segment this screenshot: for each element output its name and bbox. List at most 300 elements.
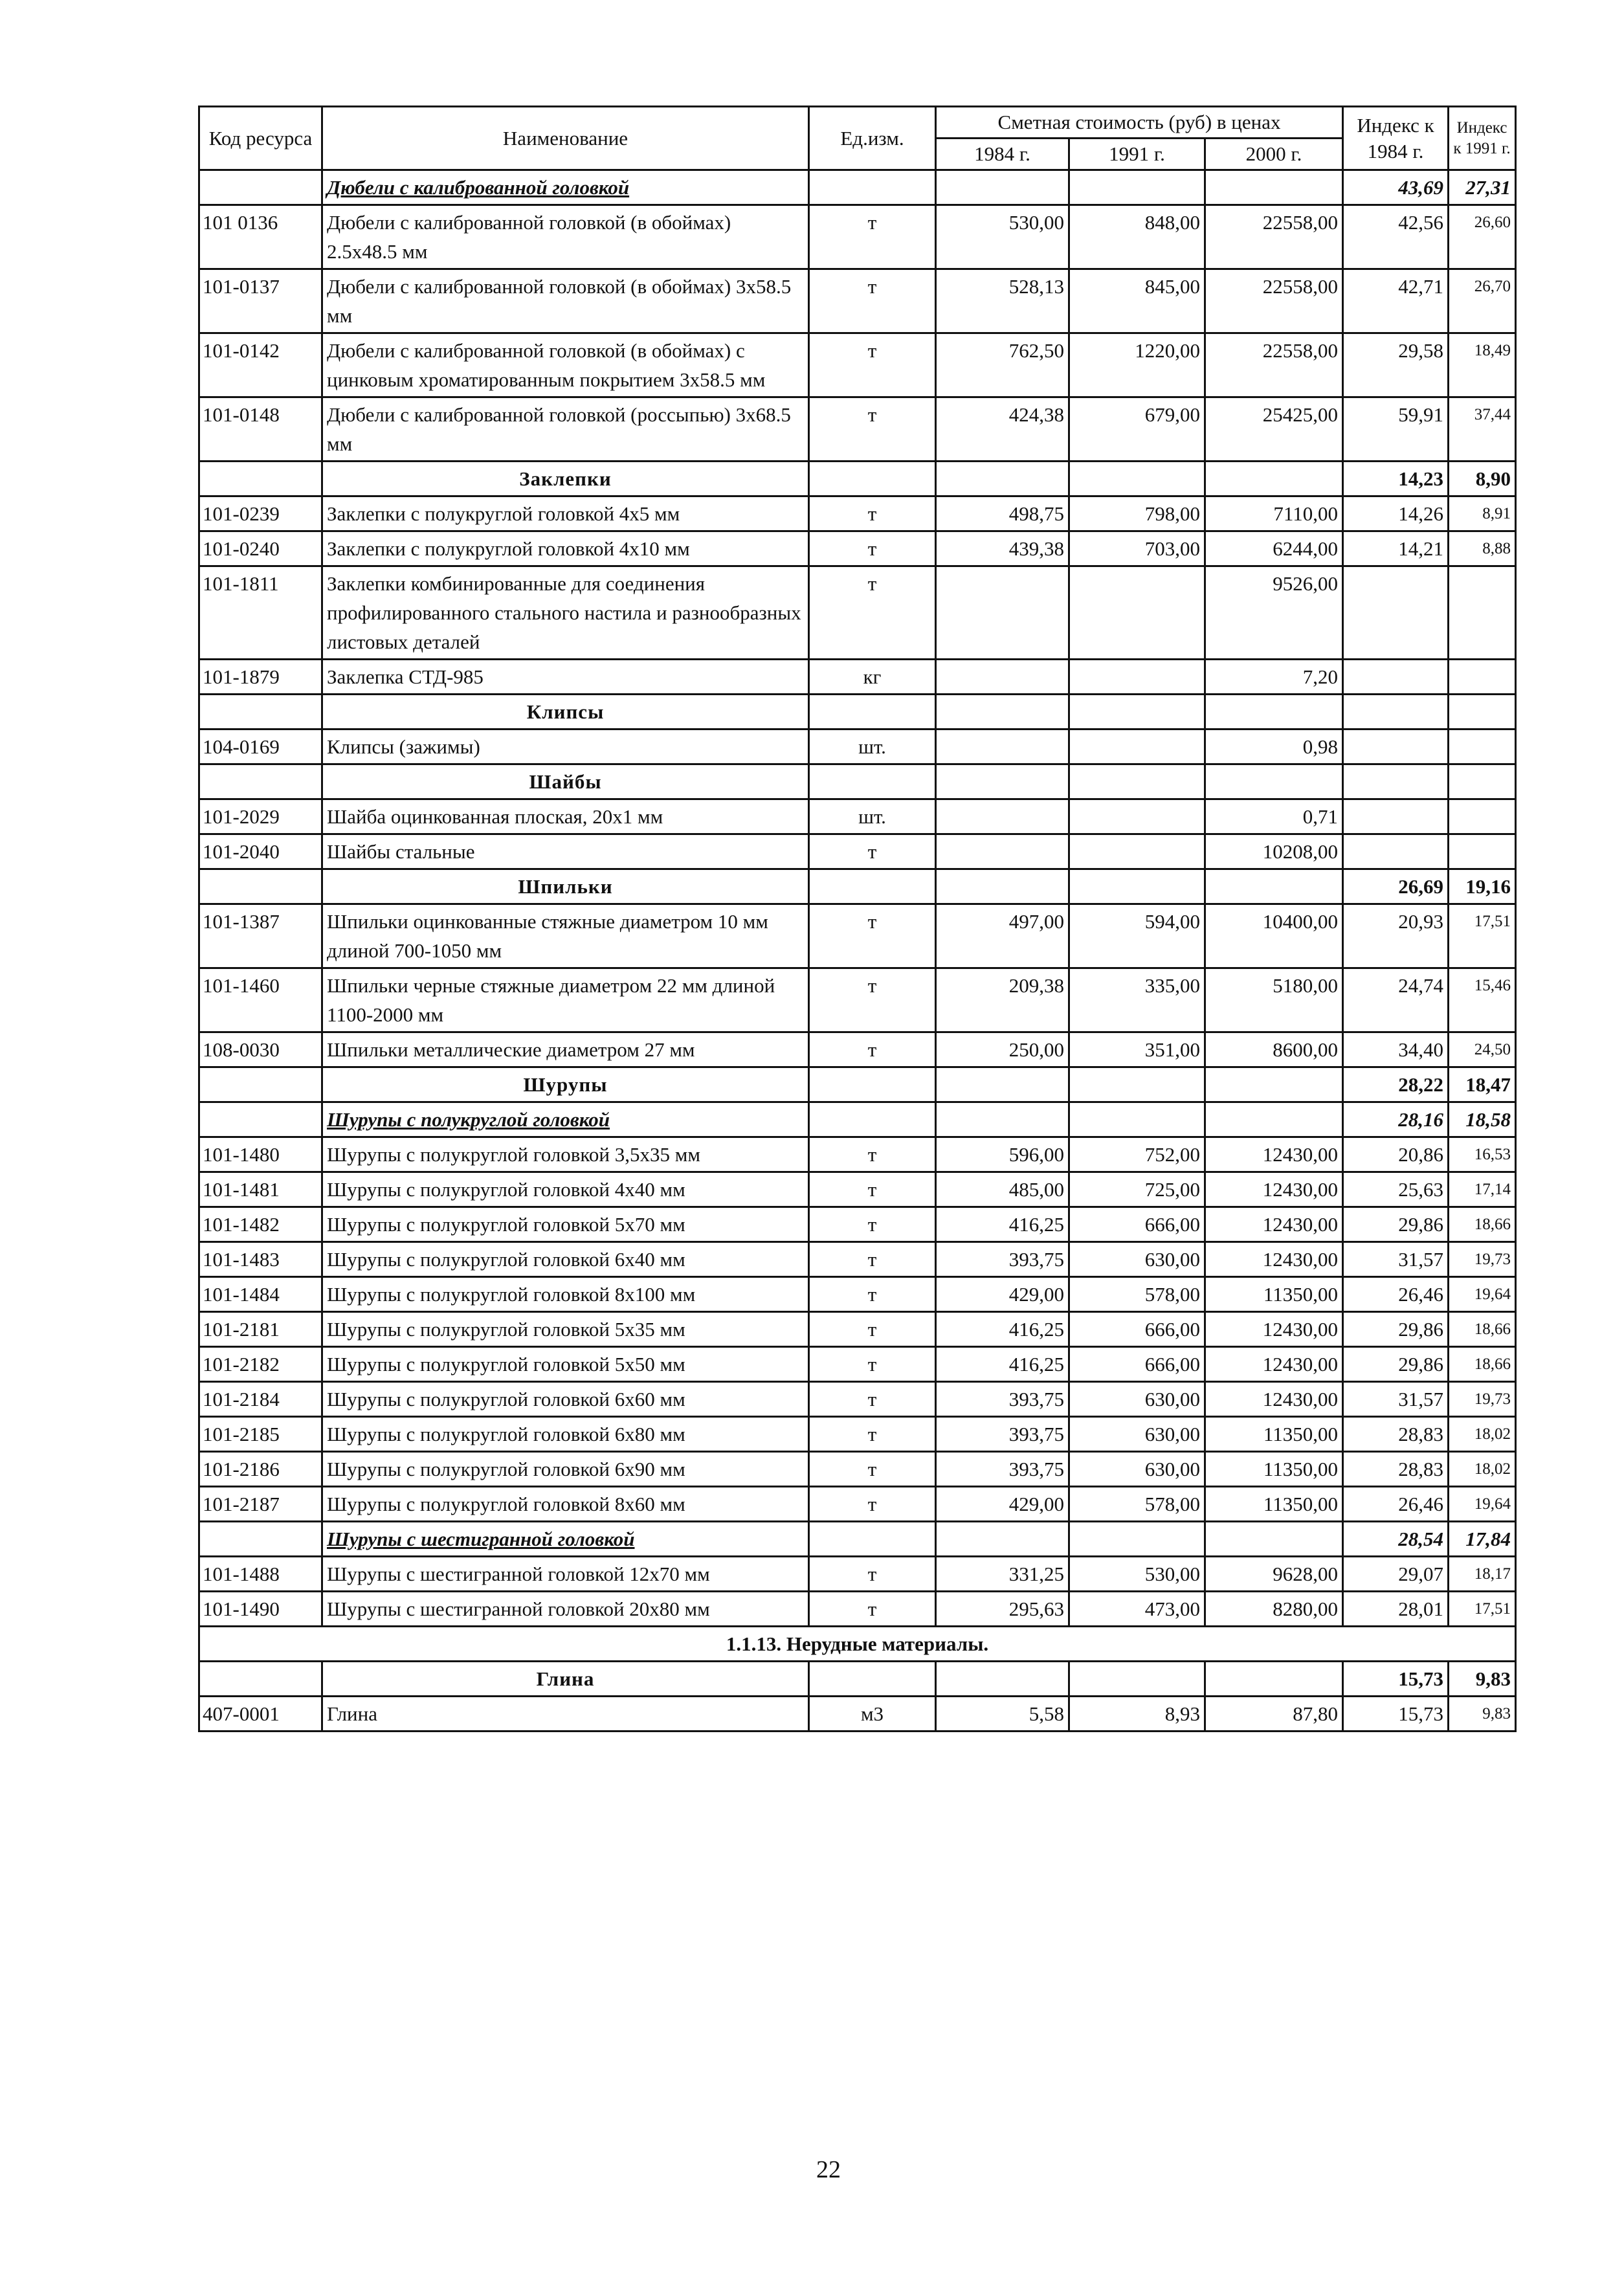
price-1984: 424,38 [936, 397, 1069, 462]
group-index-1991 [1449, 764, 1516, 799]
price-2000: 11350,00 [1205, 1487, 1343, 1522]
table-row [199, 660, 1516, 695]
resource-code: 101-1460 [199, 968, 322, 1032]
index-1991: 15,46 [1449, 968, 1516, 1032]
group-title: Заклепки [322, 462, 809, 496]
unit-cell: т [809, 397, 936, 462]
price-2000: 8600,00 [1205, 1032, 1343, 1067]
price-1991: 752,00 [1069, 1137, 1205, 1172]
group-header-row [199, 170, 1516, 205]
price-1984 [936, 799, 1069, 834]
price-1991: 666,00 [1069, 1207, 1205, 1242]
index-1984: 20,86 [1343, 1137, 1449, 1172]
resource-code: 101-2181 [199, 1312, 322, 1347]
index-1984: 28,01 [1343, 1592, 1449, 1627]
unit-cell: т [809, 1277, 936, 1312]
index-1991: 16,53 [1449, 1137, 1516, 1172]
unit-cell: т [809, 1172, 936, 1207]
unit-cell: т [809, 205, 936, 269]
price-1991: 1220,00 [1069, 333, 1205, 397]
index-1984: 28,83 [1343, 1452, 1449, 1487]
group-header-row [199, 869, 1516, 904]
unit-cell: т [809, 566, 936, 660]
price-2000: 0,71 [1205, 799, 1343, 834]
price-1991 [1069, 834, 1205, 869]
group-header-row [199, 695, 1516, 729]
table-row [199, 799, 1516, 834]
section-title: 1.1.13. Нерудные материалы. [199, 1627, 1516, 1662]
index-1984: 34,40 [1343, 1032, 1449, 1067]
price-1991: 630,00 [1069, 1417, 1205, 1452]
resource-name: Шурупы с полукруглой головкой 8х100 мм [322, 1277, 809, 1312]
index-1991: 18,02 [1449, 1452, 1516, 1487]
table-row [199, 1487, 1516, 1522]
resource-name: Дюбели с калиброванной головкой (в обоймах) с цинковым хроматированным покрытием 3х58.5 мм [322, 333, 809, 397]
group-header-row [199, 1102, 1516, 1137]
table-row [199, 1032, 1516, 1067]
resource-name: Шайбы стальные [322, 834, 809, 869]
resource-name: Заклепки с полукруглой головкой 4х10 мм [322, 531, 809, 566]
price-1984: 393,75 [936, 1417, 1069, 1452]
group-code-cell [199, 869, 322, 904]
table-row [199, 333, 1516, 397]
resource-code: 101-2184 [199, 1382, 322, 1417]
resource-code: 101-2185 [199, 1417, 322, 1452]
unit-cell: т [809, 531, 936, 566]
unit-cell: т [809, 1487, 936, 1522]
index-1991 [1449, 566, 1516, 660]
group-index-1984: 28,22 [1343, 1067, 1449, 1102]
table-row [199, 968, 1516, 1032]
resource-name: Шурупы с полукруглой головкой 8х60 мм [322, 1487, 809, 1522]
index-1991: 8,91 [1449, 496, 1516, 531]
resource-name: Заклепки с полукруглой головкой 4х5 мм [322, 496, 809, 531]
table-row [199, 1382, 1516, 1417]
table-row [199, 1697, 1516, 1732]
table-row [199, 1417, 1516, 1452]
resource-code: 101-0148 [199, 397, 322, 462]
group-index-1991: 18,58 [1449, 1102, 1516, 1137]
price-1984: 331,25 [936, 1557, 1069, 1592]
resource-name: Заклепки комбинированные для соединения профилированного стального настила и разнообразных листовых деталей [322, 566, 809, 660]
resource-code: 101 0136 [199, 205, 322, 269]
resource-code: 101-2040 [199, 834, 322, 869]
index-1991 [1449, 660, 1516, 695]
resource-code: 101-0142 [199, 333, 322, 397]
empty-cell [936, 1522, 1069, 1557]
index-1984: 24,74 [1343, 968, 1449, 1032]
price-2000: 7110,00 [1205, 496, 1343, 531]
index-1984: 15,73 [1343, 1697, 1449, 1732]
price-2000: 87,80 [1205, 1697, 1343, 1732]
empty-cell [1069, 1067, 1205, 1102]
price-1991 [1069, 566, 1205, 660]
index-1984: 42,56 [1343, 205, 1449, 269]
price-2000: 12430,00 [1205, 1382, 1343, 1417]
name-column-header: Наименование [322, 107, 809, 170]
price-1991: 725,00 [1069, 1172, 1205, 1207]
price-2000: 12430,00 [1205, 1172, 1343, 1207]
resource-code: 101-1481 [199, 1172, 322, 1207]
resource-code: 101-1488 [199, 1557, 322, 1592]
table-body [199, 170, 1516, 1627]
table-row [199, 1452, 1516, 1487]
empty-cell [1205, 764, 1343, 799]
index-1984: 42,71 [1343, 269, 1449, 333]
index-1984 [1343, 729, 1449, 764]
price-2000: 11350,00 [1205, 1417, 1343, 1452]
price-1984: 416,25 [936, 1347, 1069, 1382]
group-index-1984: 43,69 [1343, 170, 1449, 205]
group-header-row [199, 462, 1516, 496]
price-2000: 12430,00 [1205, 1347, 1343, 1382]
price-1984: 250,00 [936, 1032, 1069, 1067]
resource-code: 104-0169 [199, 729, 322, 764]
table-row [199, 1347, 1516, 1382]
price-1991: 679,00 [1069, 397, 1205, 462]
year-1984-header: 1984 г. [936, 139, 1069, 170]
price-2000: 0,98 [1205, 729, 1343, 764]
resource-name: Дюбели с калиброванной головкой (россыпью) 3х68.5 мм [322, 397, 809, 462]
group-index-1991: 9,83 [1449, 1662, 1516, 1697]
index-1984 [1343, 660, 1449, 695]
resource-name: Дюбели с калиброванной головкой (в обоймах) 2.5х48.5 мм [322, 205, 809, 269]
index-1984: 29,07 [1343, 1557, 1449, 1592]
resource-name: Шурупы с полукруглой головкой 6х90 мм [322, 1452, 809, 1487]
index-1984: 29,58 [1343, 333, 1449, 397]
resource-name: Шурупы с шестигранной головкой 20х80 мм [322, 1592, 809, 1627]
table-row [199, 205, 1516, 269]
table-row [199, 1592, 1516, 1627]
resource-code: 101-2182 [199, 1347, 322, 1382]
resource-name: Заклепка СТД-985 [322, 660, 809, 695]
group-title: Клипсы [322, 695, 809, 729]
empty-cell [809, 1662, 936, 1697]
index-1984 [1343, 834, 1449, 869]
group-title: Дюбели с калиброванной головкой [322, 170, 809, 205]
resource-name: Дюбели с калиброванной головкой (в обоймах) 3х58.5 мм [322, 269, 809, 333]
price-2000: 10400,00 [1205, 904, 1343, 968]
group-header-row [199, 764, 1516, 799]
resource-code: 108-0030 [199, 1032, 322, 1067]
resource-code: 407-0001 [199, 1697, 322, 1732]
group-code-cell [199, 695, 322, 729]
group-title: Шпильки [322, 869, 809, 904]
index-1991: 19,64 [1449, 1487, 1516, 1522]
index-1991: 18,02 [1449, 1417, 1516, 1452]
price-1984: 485,00 [936, 1172, 1069, 1207]
unit-cell: т [809, 269, 936, 333]
group-code-cell [199, 1662, 322, 1697]
resource-code: 101-0137 [199, 269, 322, 333]
empty-cell [1205, 1522, 1343, 1557]
resource-price-table [198, 106, 1517, 1732]
empty-cell [936, 1662, 1069, 1697]
table-row [199, 1277, 1516, 1312]
price-2000: 12430,00 [1205, 1207, 1343, 1242]
index-1984-header: Индекс к 1984 г. [1343, 107, 1449, 170]
price-1984: 530,00 [936, 205, 1069, 269]
index-1991: 37,44 [1449, 397, 1516, 462]
resource-name: Клипсы (зажимы) [322, 729, 809, 764]
price-1991: 335,00 [1069, 968, 1205, 1032]
group-index-1984: 14,23 [1343, 462, 1449, 496]
empty-cell [936, 462, 1069, 496]
price-1984: 209,38 [936, 968, 1069, 1032]
empty-cell [1069, 1522, 1205, 1557]
final-body [199, 1662, 1516, 1732]
empty-cell [1069, 1662, 1205, 1697]
empty-cell [1069, 764, 1205, 799]
empty-cell [1205, 462, 1343, 496]
table-row [199, 269, 1516, 333]
empty-cell [1069, 869, 1205, 904]
empty-cell [809, 462, 936, 496]
price-1991: 703,00 [1069, 531, 1205, 566]
price-1984: 393,75 [936, 1382, 1069, 1417]
index-1991: 18,49 [1449, 333, 1516, 397]
empty-cell [809, 1102, 936, 1137]
resource-name: Глина [322, 1697, 809, 1732]
price-1991: 630,00 [1069, 1452, 1205, 1487]
empty-cell [936, 170, 1069, 205]
price-2000: 22558,00 [1205, 333, 1343, 397]
resource-code: 101-1484 [199, 1277, 322, 1312]
price-1984: 393,75 [936, 1452, 1069, 1487]
price-1984: 393,75 [936, 1242, 1069, 1277]
price-1991: 530,00 [1069, 1557, 1205, 1592]
price-2000: 9526,00 [1205, 566, 1343, 660]
unit-cell: т [809, 1452, 936, 1487]
group-title: Глина [322, 1662, 809, 1697]
price-1991: 845,00 [1069, 269, 1205, 333]
index-1991: 18,66 [1449, 1312, 1516, 1347]
empty-cell [809, 695, 936, 729]
index-1984: 59,91 [1343, 397, 1449, 462]
resource-code: 101-2187 [199, 1487, 322, 1522]
empty-cell [809, 170, 936, 205]
table-row [199, 1137, 1516, 1172]
group-code-cell [199, 1102, 322, 1137]
price-2000: 22558,00 [1205, 269, 1343, 333]
price-1984: 498,75 [936, 496, 1069, 531]
table-row [199, 496, 1516, 531]
table-row [199, 566, 1516, 660]
price-1984: 528,13 [936, 269, 1069, 333]
resource-name: Шурупы с полукруглой головкой 4х40 мм [322, 1172, 809, 1207]
group-code-cell [199, 462, 322, 496]
price-1984: 439,38 [936, 531, 1069, 566]
price-1984: 416,25 [936, 1312, 1069, 1347]
unit-cell: т [809, 496, 936, 531]
index-1984: 14,26 [1343, 496, 1449, 531]
resource-name: Шурупы с полукруглой головкой 5х50 мм [322, 1347, 809, 1382]
price-1984: 497,00 [936, 904, 1069, 968]
price-1984: 295,63 [936, 1592, 1069, 1627]
table-row [199, 729, 1516, 764]
empty-cell [1205, 1067, 1343, 1102]
group-index-1984 [1343, 764, 1449, 799]
price-1984: 429,00 [936, 1277, 1069, 1312]
index-1984: 20,93 [1343, 904, 1449, 968]
resource-code: 101-0240 [199, 531, 322, 566]
resource-name: Шурупы с полукруглой головкой 6х80 мм [322, 1417, 809, 1452]
index-1991: 18,66 [1449, 1207, 1516, 1242]
index-1991: 18,17 [1449, 1557, 1516, 1592]
empty-cell [1205, 170, 1343, 205]
resource-name: Шурупы с полукруглой головкой 5х35 мм [322, 1312, 809, 1347]
table-row [199, 1312, 1516, 1347]
price-2000: 12430,00 [1205, 1137, 1343, 1172]
index-1984: 28,83 [1343, 1417, 1449, 1452]
price-1991: 630,00 [1069, 1242, 1205, 1277]
group-code-cell [199, 764, 322, 799]
price-1991 [1069, 799, 1205, 834]
section-body [199, 1627, 1516, 1662]
unit-cell: кг [809, 660, 936, 695]
index-1991: 26,60 [1449, 205, 1516, 269]
empty-cell [936, 764, 1069, 799]
resource-code: 101-1480 [199, 1137, 322, 1172]
unit-cell: т [809, 1417, 936, 1452]
group-index-1991: 27,31 [1449, 170, 1516, 205]
table-row [199, 1207, 1516, 1242]
price-2000: 8280,00 [1205, 1592, 1343, 1627]
resource-name: Шпильки оцинкованные стяжные диаметром 10 мм длиной 700-1050 мм [322, 904, 809, 968]
empty-cell [936, 1067, 1069, 1102]
empty-cell [1205, 869, 1343, 904]
table-row [199, 904, 1516, 968]
resource-name: Шурупы с шестигранной головкой 12х70 мм [322, 1557, 809, 1592]
index-1984: 29,86 [1343, 1207, 1449, 1242]
group-code-cell [199, 170, 322, 205]
price-2000: 7,20 [1205, 660, 1343, 695]
group-index-1991 [1449, 695, 1516, 729]
empty-cell [809, 764, 936, 799]
resource-code: 101-1387 [199, 904, 322, 968]
unit-cell: т [809, 1347, 936, 1382]
empty-cell [1069, 1102, 1205, 1137]
unit-cell: т [809, 1592, 936, 1627]
price-1991: 578,00 [1069, 1277, 1205, 1312]
empty-cell [936, 869, 1069, 904]
price-2000: 9628,00 [1205, 1557, 1343, 1592]
table-row [199, 531, 1516, 566]
year-2000-header: 2000 г. [1205, 139, 1343, 170]
price-2000: 12430,00 [1205, 1242, 1343, 1277]
group-index-1984: 28,16 [1343, 1102, 1449, 1137]
price-2000: 10208,00 [1205, 834, 1343, 869]
index-1991 [1449, 729, 1516, 764]
index-1991: 19,64 [1449, 1277, 1516, 1312]
price-1991: 848,00 [1069, 205, 1205, 269]
unit-cell: т [809, 904, 936, 968]
price-1991: 798,00 [1069, 496, 1205, 531]
price-1991: 666,00 [1069, 1312, 1205, 1347]
index-1991: 17,14 [1449, 1172, 1516, 1207]
unit-cell: т [809, 968, 936, 1032]
empty-cell [1205, 695, 1343, 729]
index-1991: 24,50 [1449, 1032, 1516, 1067]
price-1984: 762,50 [936, 333, 1069, 397]
group-index-1984: 28,54 [1343, 1522, 1449, 1557]
group-index-1991: 19,16 [1449, 869, 1516, 904]
group-index-1991: 17,84 [1449, 1522, 1516, 1557]
index-1991: 8,88 [1449, 531, 1516, 566]
price-1984 [936, 834, 1069, 869]
resource-code: 101-1879 [199, 660, 322, 695]
index-1984 [1343, 799, 1449, 834]
group-code-cell [199, 1067, 322, 1102]
index-1991: 17,51 [1449, 904, 1516, 968]
empty-cell [936, 1102, 1069, 1137]
resource-name: Шпильки металлические диаметром 27 мм [322, 1032, 809, 1067]
resource-name: Шурупы с полукруглой головкой 5х70 мм [322, 1207, 809, 1242]
index-1991 [1449, 799, 1516, 834]
empty-cell [1069, 170, 1205, 205]
group-title: Шурупы с шестигранной головкой [322, 1522, 809, 1557]
empty-cell [1069, 695, 1205, 729]
empty-cell [809, 1067, 936, 1102]
index-1984: 14,21 [1343, 531, 1449, 566]
group-code-cell [199, 1522, 322, 1557]
unit-cell: т [809, 1557, 936, 1592]
resource-code: 101-1482 [199, 1207, 322, 1242]
table-row [199, 1172, 1516, 1207]
price-1991: 594,00 [1069, 904, 1205, 968]
table-row [199, 1242, 1516, 1277]
empty-cell [1069, 462, 1205, 496]
price-1984 [936, 660, 1069, 695]
group-title: Шурупы [322, 1067, 809, 1102]
price-2000: 22558,00 [1205, 205, 1343, 269]
index-1984: 26,46 [1343, 1487, 1449, 1522]
resource-name: Шпильки черные стяжные диаметром 22 мм длиной 1100-2000 мм [322, 968, 809, 1032]
code-column-header: Код ресурса [199, 107, 322, 170]
resource-code: 101-1811 [199, 566, 322, 660]
index-1984 [1343, 566, 1449, 660]
index-1991: 19,73 [1449, 1382, 1516, 1417]
price-1991 [1069, 729, 1205, 764]
cost-group-header: Сметная стоимость (руб) в ценах [936, 107, 1343, 139]
group-index-1984: 26,69 [1343, 869, 1449, 904]
price-2000: 12430,00 [1205, 1312, 1343, 1347]
price-1991: 666,00 [1069, 1347, 1205, 1382]
price-1991: 8,93 [1069, 1697, 1205, 1732]
group-title: Шурупы с полукруглой головкой [322, 1102, 809, 1137]
resource-code: 101-1490 [199, 1592, 322, 1627]
price-2000: 5180,00 [1205, 968, 1343, 1032]
unit-cell: м3 [809, 1697, 936, 1732]
index-1984: 31,57 [1343, 1242, 1449, 1277]
resource-name: Шурупы с полукруглой головкой 3,5х35 мм [322, 1137, 809, 1172]
table-header-row-1 [199, 107, 1516, 139]
resource-code: 101-0239 [199, 496, 322, 531]
empty-cell [1205, 1102, 1343, 1137]
unit-cell: т [809, 1242, 936, 1277]
price-1984: 5,58 [936, 1697, 1069, 1732]
index-1984: 31,57 [1343, 1382, 1449, 1417]
group-index-1991: 8,90 [1449, 462, 1516, 496]
unit-column-header: Ед.изм. [809, 107, 936, 170]
page-number: 22 [816, 2156, 841, 2183]
index-1991-header: Индекс к 1991 г. [1449, 107, 1516, 170]
empty-cell [809, 1522, 936, 1557]
unit-cell: т [809, 1207, 936, 1242]
resource-code: 101-2029 [199, 799, 322, 834]
resource-code: 101-2186 [199, 1452, 322, 1487]
unit-cell: т [809, 333, 936, 397]
